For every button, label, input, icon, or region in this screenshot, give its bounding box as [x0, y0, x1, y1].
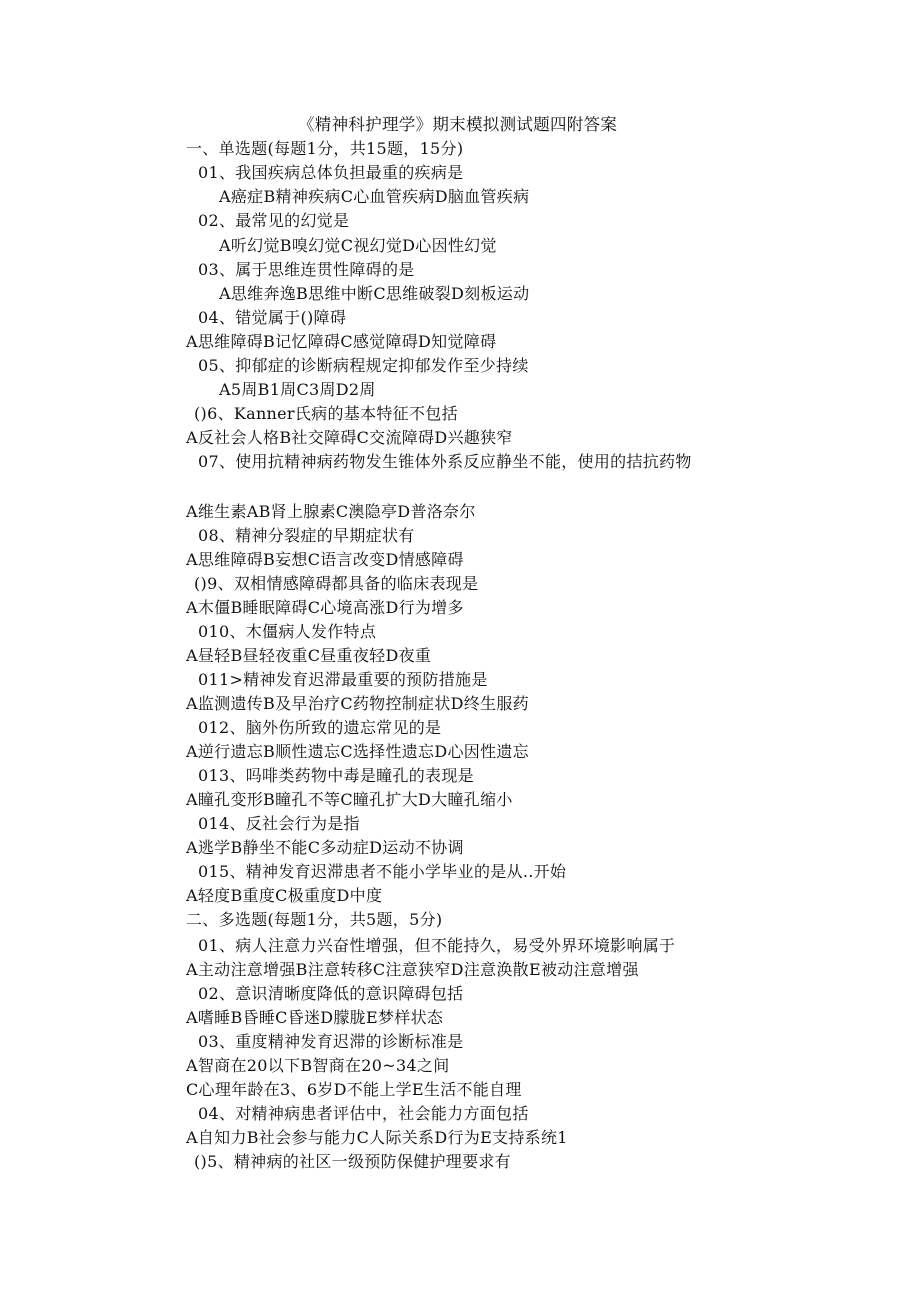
question-stem: ()5、精神病的社区一级预防保健护理要求有: [194, 1152, 511, 1171]
question-stem: 05、抑郁症的诊断病程规定抑郁发作至少持续: [198, 356, 529, 375]
question-options: A思维奔逸B思维中断C思维破裂D刻板运动: [219, 284, 530, 303]
section-heading-multiple-choice: 二、多选题(每题1分，共5题，5分): [186, 910, 443, 929]
question-stem: 04、错觉属于()障碍: [198, 308, 347, 327]
question-stem: 012、脑外伤所致的遗忘常见的是: [198, 718, 442, 737]
question-stem: 02、意识清晰度降低的意识障碍包括: [198, 984, 464, 1003]
question-stem: 04、对精神病患者评估中，社会能力方面包括: [198, 1104, 529, 1123]
question-stem: ()9、双相情感障碍都具备的临床表现是: [194, 574, 479, 593]
question-stem: 08、精神分裂症的早期症状有: [198, 526, 415, 545]
question-options: A癌症B精神疾病C心血管疾病D脑血管疾病: [219, 187, 530, 206]
question-options: A反社会人格B社交障碍C交流障碍D兴趣狭窄: [186, 428, 513, 447]
question-stem: 011>精神发育迟滞最重要的预防措施是: [198, 670, 488, 689]
question-options: A逃学B静坐不能C多动症D运动不协调: [186, 838, 464, 857]
question-stem: ()6、Kanner氏病的基本特征不包括: [194, 404, 458, 423]
question-options: A监测遗传B及早治疗C药物控制症状D终生服药: [186, 694, 529, 713]
question-options: A瞳孔变形B瞳孔不等C瞳孔扩大D大瞳孔缩小: [186, 790, 513, 809]
question-stem: 013、吗啡类药物中毒是瞳孔的表现是: [198, 766, 474, 785]
question-options: A嗜睡B昏睡C昏迷D朦胧E梦样状态: [186, 1008, 444, 1027]
question-stem: 014、反社会行为是指: [198, 814, 360, 833]
question-stem: 03、重度精神发育迟滞的诊断标准是: [198, 1032, 464, 1051]
question-options: C心理年龄在3、6岁D不能上学E生活不能自理: [186, 1080, 522, 1099]
question-stem: 07、使用抗精神病药物发生锥体外系反应静坐不能，使用的拮抗药物: [198, 452, 692, 471]
question-stem: 01、我国疾病总体负担最重的疾病是: [198, 163, 464, 182]
question-stem: 02、最常见的幻觉是: [198, 211, 350, 230]
question-options: A主动注意增强B注意转移C注意狭窄D注意涣散E被动注意增强: [186, 960, 639, 979]
question-stem: 010、木僵病人发作特点: [198, 622, 377, 641]
question-options: A听幻觉B嗅幻觉C视幻觉D心因性幻觉: [219, 236, 497, 255]
question-options: A维生素AB肾上腺素C澳隐亭D普洛奈尔: [186, 502, 476, 521]
question-options: A智商在20以下B智商在20~34之间: [186, 1056, 450, 1075]
section-heading-single-choice: 一、单选题(每题1分，共15题，15分): [186, 139, 464, 158]
question-options: A思维障碍B记忆障碍C感觉障碍D知觉障碍: [186, 332, 497, 351]
question-options: A昼轻B昼轻夜重C昼重夜轻D夜重: [186, 646, 432, 665]
question-stem: 03、属于思维连贯性障碍的是: [198, 260, 415, 279]
question-options: A思维障碍B妄想C语言改变D情感障碍: [186, 550, 464, 569]
page-title: 《精神科护理学》期末模拟测试题四附答案: [298, 115, 618, 134]
question-options: A自知力B社会参与能力C人际关系D行为E支持系统1: [186, 1128, 568, 1147]
question-options: A逆行遗忘B顺性遗忘C选择性遗忘D心因性遗忘: [186, 742, 529, 761]
question-options: A5周B1周C3周D2周: [219, 380, 376, 399]
question-options: A木僵B睡眠障碍C心境高涨D行为增多: [186, 598, 464, 617]
question-stem: 015、精神发育迟滞患者不能小学毕业的是从..开始: [198, 862, 567, 881]
question-stem: 01、病人注意力兴奋性增强，但不能持久，易受外界环境影响属于: [198, 936, 676, 955]
question-options: A轻度B重度C极重度D中度: [186, 886, 383, 905]
